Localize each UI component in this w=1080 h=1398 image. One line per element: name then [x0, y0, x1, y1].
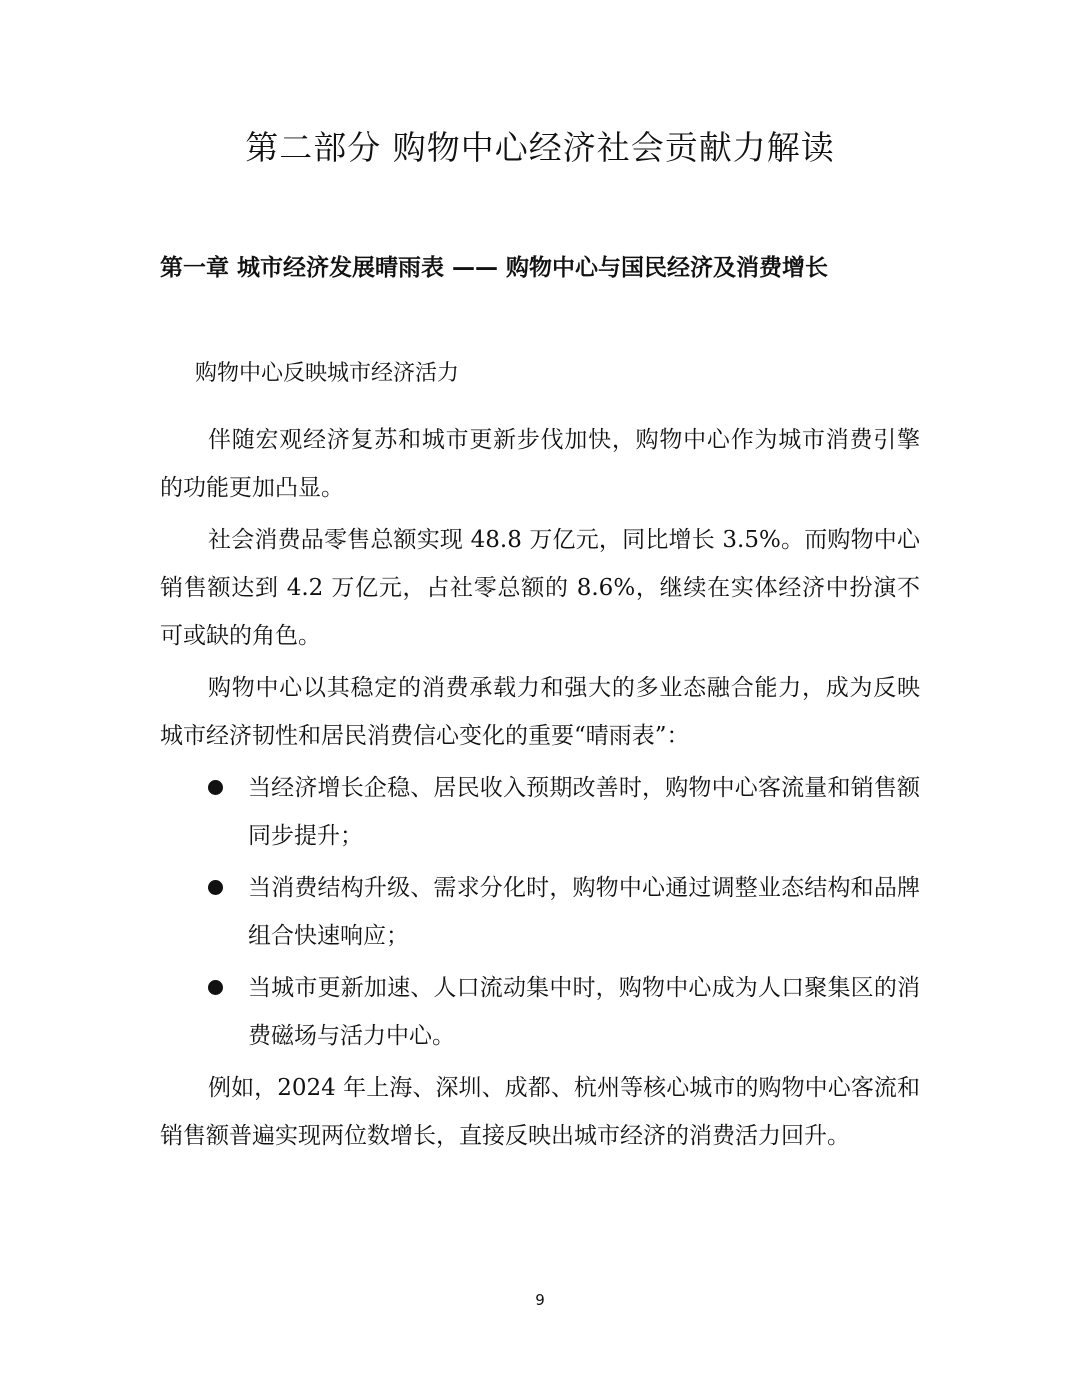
- bullet-item: [160, 764, 920, 860]
- paragraph: 例如，2024 年上海、深圳、成都、杭州等核心城市的购物中心客流和销售额普遍实现两位数增长，直接反映出城市经济的消费活力回升。: [160, 1075, 920, 1149]
- bullet-item: [160, 964, 920, 1060]
- page-number: 9: [535, 1291, 545, 1309]
- bullet-text: 当城市更新加速、人口流动集中时，购物中心成为人口聚集区的消费磁场与活力中心。: [248, 975, 920, 1049]
- bullet-text: 当消费结构升级、需求分化时，购物中心通过调整业态结构和品牌组合快速响应；: [248, 875, 920, 949]
- bullet-dot-icon: [208, 880, 223, 895]
- paragraph: 购物中心以其稳定的消费承载力和强大的多业态融合能力，成为反映城市经济韧性和居民消费信心变化的重要“晴雨表”：: [160, 675, 920, 749]
- paragraph: 社会消费品零售总额实现 48.8 万亿元，同比增长 3.5%。而购物中心销售额达到 4.2 万亿元，占社零总额的 8.6%，继续在实体经济中扮演不可或缺的角色。: [160, 527, 920, 649]
- bullet-dot-icon: [208, 780, 223, 795]
- bullet-item: [160, 864, 920, 960]
- paragraph: 伴随宏观经济复苏和城市更新步伐加快，购物中心作为城市消费引擎的功能更加凸显。: [160, 427, 920, 501]
- bullet-text: 当经济增长企稳、居民收入预期改善时，购物中心客流量和销售额同步提升；: [248, 775, 920, 849]
- bullet-dot-icon: [208, 980, 223, 995]
- bullet-list: [160, 764, 920, 1060]
- chapter-title: 第一章 城市经济发展晴雨表 —— 购物中心与国民经济及消费增长: [160, 255, 829, 281]
- section-title: 购物中心反映城市经济活力: [195, 361, 460, 386]
- body-text: [160, 416, 920, 1164]
- part-title: 第二部分 购物中心经济社会贡献力解读: [245, 128, 835, 167]
